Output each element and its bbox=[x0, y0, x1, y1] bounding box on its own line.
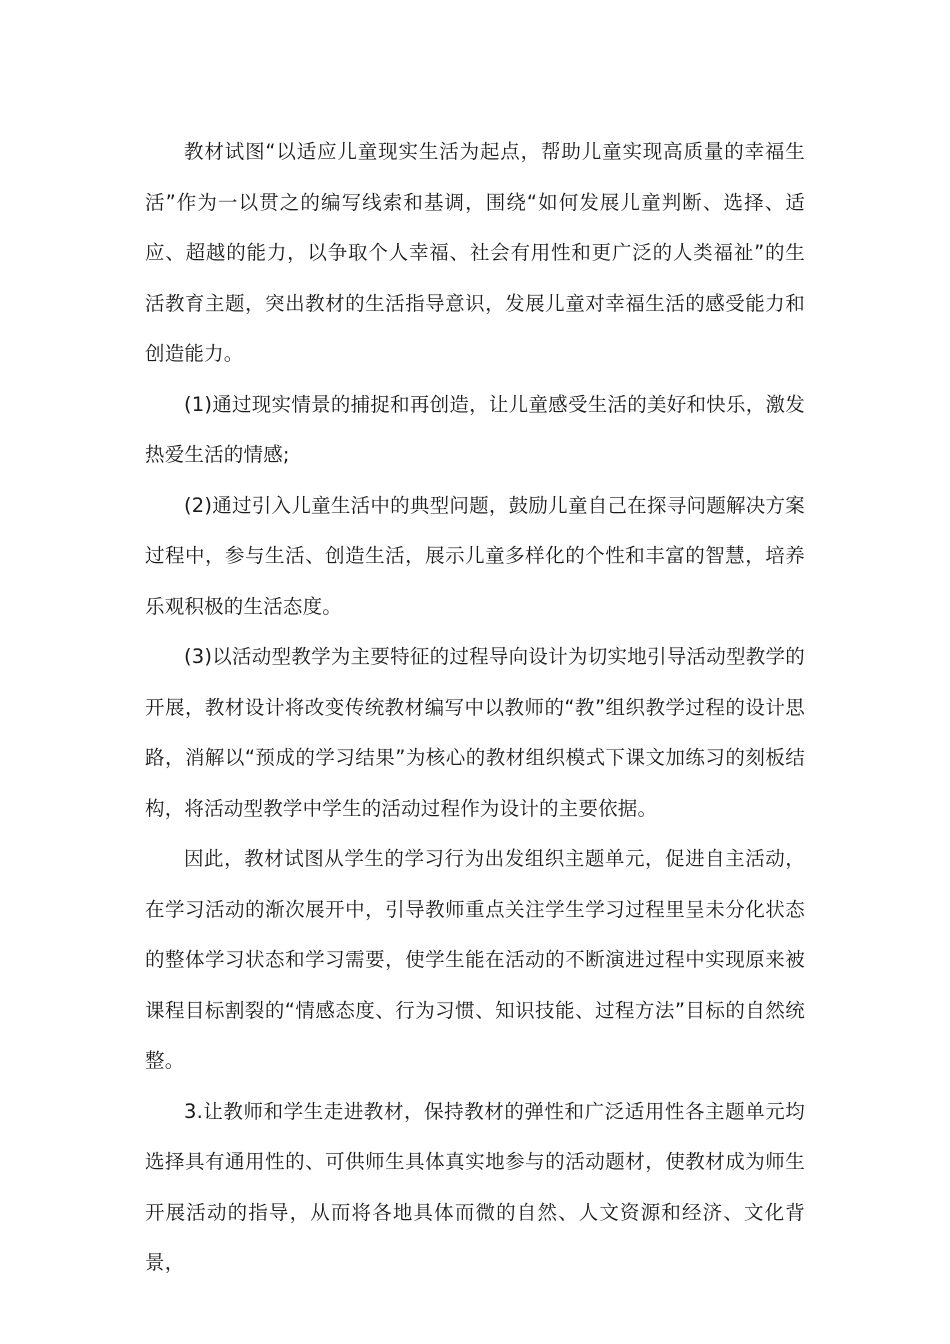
document-body bbox=[145, 127, 805, 1289]
paragraph-item-2: (2)通过引入儿童生活中的典型问题，鼓励儿童自己在探寻问题解决方案过程中，参与生活、创造生活，展示儿童多样化的个性和丰富的智慧，培养乐观积极的生活态度。 bbox=[145, 493, 805, 618]
paragraph-intro: 教材试图“以适应儿童现实生活为起点，帮助儿童实现高质量的幸福生活”作为一以贯之的编写线索和基调，围绕“如何发展儿童判断、选择、适应、超越的能力，以争取个人幸福、社会有用性和更广泛的人类福祉”的生活教育主题，突出教材的生活指导意识，发展儿童对幸福生活的感受能力和创造能力。 bbox=[145, 140, 805, 365]
paragraph-therefore: 因此，教材试图从学生的学习行为出发组织主题单元，促进自主活动，在学习活动的渐次展开中，引导教师重点关注学生学习过程里呈未分化状态的整体学习状态和学习需要，使学生能在活动的不断演进过程中实现原来被课程目标割裂的“情感态度、行为习惯、知识技能、过程方法”目标的自然统整。 bbox=[145, 847, 805, 1072]
paragraph-item-3: (3)以活动型教学为主要特征的过程导向设计为切实地引导活动型教学的开展，教材设计将改变传统教材编写中以教师的“教”组织教学过程的设计思路，消解以“预成的学习结果”为核心的教材组织模式下课文加练习的刻板结构，将活动型教学中学生的活动过程作为设计的主要依据。 bbox=[145, 645, 805, 820]
paragraph-item-1: (1)通过现实情景的捕捉和再创造，让儿童感受生活的美好和快乐，激发热爱生活的情感; bbox=[145, 392, 805, 466]
paragraph-section-3: 3.让教师和学生走进教材，保持教材的弹性和广泛适用性各主题单元均选择具有通用性的、可供师生具体真实地参与的活动题材，使教材成为师生开展活动的指导，从而将各地具体而微的自然、人文资源和经济、文化背景， bbox=[145, 1099, 805, 1274]
